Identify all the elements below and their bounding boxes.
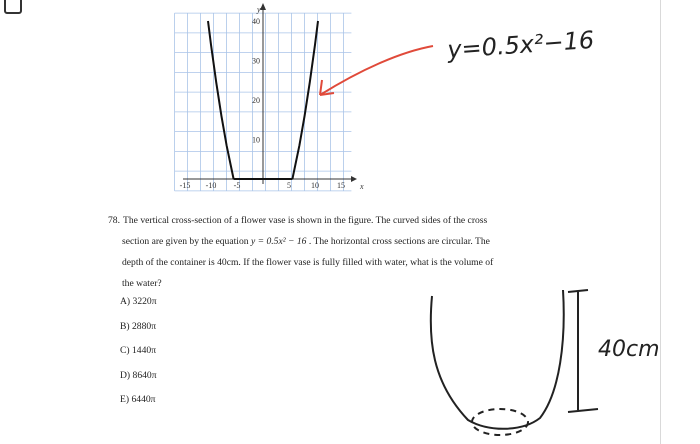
- x-tick-label: 15: [337, 181, 345, 190]
- choice-b[interactable]: B) 2880π: [120, 321, 157, 332]
- equation-note: y=0.5x²−16: [446, 25, 596, 64]
- y-tick-label: 40: [252, 17, 260, 26]
- question-number: 78.: [108, 215, 120, 226]
- choice-e[interactable]: E) 6440π: [120, 394, 156, 405]
- x-tick-label: 10: [311, 181, 319, 190]
- question-line-2: section are given by the equation y = 0.5x² − 16 . The horizontal cross sections are circular. The: [122, 236, 490, 247]
- question-line-1: 78. The vertical cross-section of a flower vase is shown in the figure. The curved sides of the cross: [108, 215, 488, 226]
- question-line-3: depth of the container is 40cm. If the flower vase is fully filled with water, what is the volume of: [122, 257, 494, 268]
- y-tick-label: 20: [252, 96, 260, 105]
- depth-bracket: [568, 290, 598, 412]
- x-tick-label: -10: [205, 181, 217, 190]
- x-tick-label: 5: [287, 181, 291, 190]
- x-tick-label: -5: [233, 181, 241, 190]
- y-axis-label: y: [257, 5, 261, 14]
- equation: y = 0.5x² − 16: [250, 236, 307, 247]
- y-tick-label: 10: [252, 135, 260, 145]
- choice-a[interactable]: A) 3220π: [120, 296, 157, 307]
- choice-d[interactable]: D) 8640π: [120, 370, 157, 381]
- vase-sketch: [431, 290, 564, 429]
- x-tick-label: -15: [179, 181, 191, 190]
- base-circle-sketch: [472, 409, 528, 435]
- question-line-4: the water?: [122, 278, 162, 289]
- x-axis-label: x: [360, 182, 364, 191]
- choice-c[interactable]: C) 1440π: [120, 345, 157, 356]
- annotation-arrow: [320, 46, 433, 95]
- depth-note: 40cm: [598, 337, 660, 362]
- y-tick-label: 30: [252, 56, 260, 66]
